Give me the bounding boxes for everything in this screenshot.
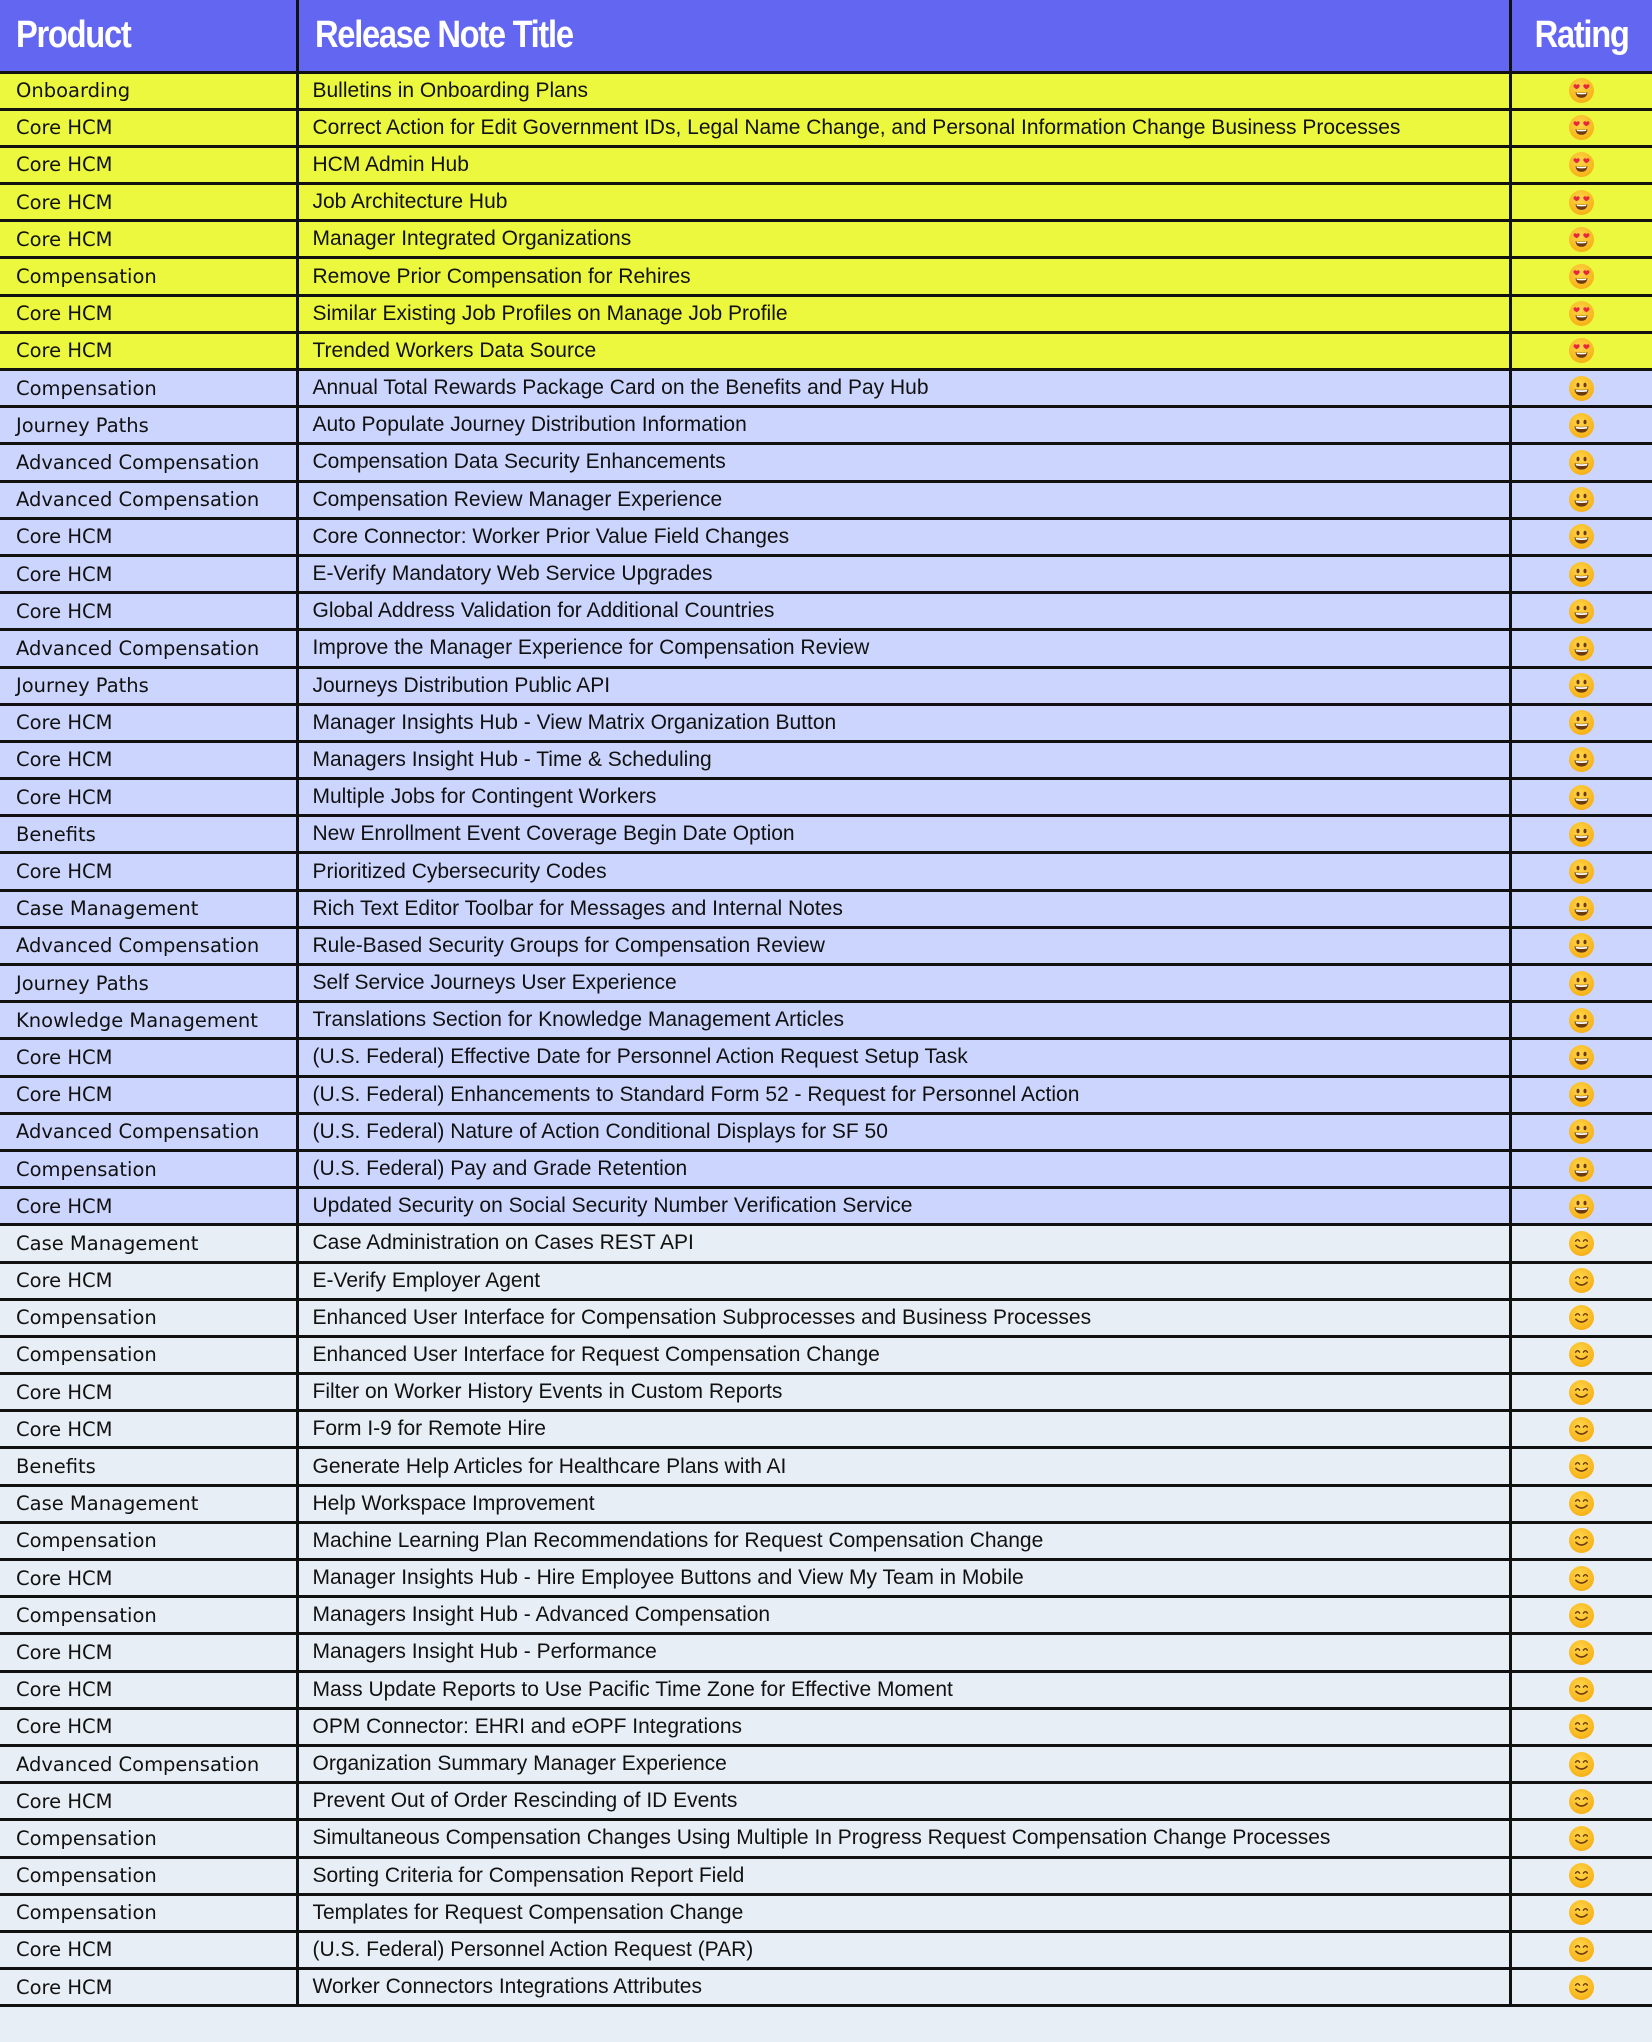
release-note-title-cell: OPM Connector: EHRI and eOPF Integrations: [297, 1708, 1510, 1745]
grinning-face-emoji-icon: [1569, 1194, 1594, 1219]
smiling-face-emoji-icon: [1569, 1417, 1594, 1442]
table-row: [0, 593, 1652, 630]
table-row: [0, 1262, 1652, 1299]
rating-cell: [1510, 853, 1652, 890]
smiling-face-emoji-icon: [1569, 1231, 1594, 1256]
table-row: [0, 1560, 1652, 1597]
release-note-title-cell: Managers Insight Hub - Performance: [297, 1634, 1510, 1671]
table-row: [0, 1448, 1652, 1485]
rating-cell: [1510, 1597, 1652, 1634]
release-note-title-cell: Bulletins in Onboarding Plans: [297, 72, 1510, 109]
table-row: [0, 667, 1652, 704]
rating-cell: [1510, 965, 1652, 1002]
product-cell: Knowledge Management: [0, 1002, 297, 1039]
rating-cell: [1510, 370, 1652, 407]
product-cell: Journey Paths: [0, 667, 297, 704]
product-cell: Compensation: [0, 1820, 297, 1857]
product-cell: Compensation: [0, 1597, 297, 1634]
rating-cell: [1510, 258, 1652, 295]
release-note-title-cell: Managers Insight Hub - Time & Scheduling: [297, 741, 1510, 778]
smiling-face-emoji-icon: [1569, 1863, 1594, 1888]
rating-cell: [1510, 407, 1652, 444]
table-row: [0, 332, 1652, 369]
table-row: [0, 1522, 1652, 1559]
release-note-title-cell: Global Address Validation for Additional Countries: [297, 593, 1510, 630]
table-body: [0, 72, 1652, 2006]
product-cell: Case Management: [0, 890, 297, 927]
table-row: [0, 853, 1652, 890]
release-note-title-cell: Updated Security on Social Security Number Verification Service: [297, 1188, 1510, 1225]
product-cell: Core HCM: [0, 1671, 297, 1708]
product-cell: Core HCM: [0, 555, 297, 592]
grinning-face-emoji-icon: [1569, 487, 1594, 512]
rating-cell: [1510, 1299, 1652, 1336]
grinning-face-emoji-icon: [1569, 450, 1594, 475]
table-row: [0, 1857, 1652, 1894]
product-cell: Core HCM: [0, 593, 297, 630]
grinning-face-emoji-icon: [1569, 933, 1594, 958]
release-note-title-cell: New Enrollment Event Coverage Begin Date Option: [297, 816, 1510, 853]
product-cell: Core HCM: [0, 184, 297, 221]
table-row: [0, 927, 1652, 964]
table-row: [0, 518, 1652, 555]
table-row: [0, 1411, 1652, 1448]
product-cell: Core HCM: [0, 1783, 297, 1820]
release-note-title-cell: Translations Section for Knowledge Management Articles: [297, 1002, 1510, 1039]
heart-eyes-emoji-icon: [1569, 152, 1594, 177]
grinning-face-emoji-icon: [1569, 785, 1594, 810]
rating-cell: [1510, 1671, 1652, 1708]
smiling-face-emoji-icon: [1569, 1268, 1594, 1293]
product-cell: Case Management: [0, 1225, 297, 1262]
table-row: [0, 1931, 1652, 1968]
product-cell: Core HCM: [0, 1634, 297, 1671]
product-cell: Core HCM: [0, 741, 297, 778]
release-note-title-cell: Help Workspace Improvement: [297, 1485, 1510, 1522]
table-row: [0, 444, 1652, 481]
smiling-face-emoji-icon: [1569, 1975, 1594, 2000]
rating-cell: [1510, 1634, 1652, 1671]
column-header-rating[interactable]: [1510, 0, 1652, 72]
table-row: [0, 1002, 1652, 1039]
table-row: [0, 221, 1652, 258]
release-note-title-cell: Journeys Distribution Public API: [297, 667, 1510, 704]
table-row: [0, 555, 1652, 592]
grinning-face-emoji-icon: [1569, 747, 1594, 772]
table-row: [0, 1188, 1652, 1225]
product-cell: Compensation: [0, 370, 297, 407]
rating-cell: [1510, 1969, 1652, 2006]
rating-cell: [1510, 1113, 1652, 1150]
product-cell: Core HCM: [0, 1411, 297, 1448]
heart-eyes-emoji-icon: [1569, 264, 1594, 289]
grinning-face-emoji-icon: [1569, 971, 1594, 996]
release-note-title-cell: (U.S. Federal) Enhancements to Standard Form 52 - Request for Personnel Action: [297, 1076, 1510, 1113]
table-row: [0, 1150, 1652, 1187]
product-cell: Core HCM: [0, 1076, 297, 1113]
rating-cell: [1510, 72, 1652, 109]
heart-eyes-emoji-icon: [1569, 338, 1594, 363]
rating-cell: [1510, 1745, 1652, 1782]
grinning-face-emoji-icon: [1569, 524, 1594, 549]
smiling-face-emoji-icon: [1569, 1566, 1594, 1591]
rating-cell: [1510, 1448, 1652, 1485]
release-note-title-cell: Self Service Journeys User Experience: [297, 965, 1510, 1002]
product-cell: Core HCM: [0, 704, 297, 741]
rating-cell: [1510, 593, 1652, 630]
table-row: [0, 1076, 1652, 1113]
table-row: [0, 816, 1652, 853]
product-cell: Advanced Compensation: [0, 481, 297, 518]
release-note-title-cell: Worker Connectors Integrations Attributes: [297, 1969, 1510, 2006]
release-note-title-cell: Form I-9 for Remote Hire: [297, 1411, 1510, 1448]
grinning-face-emoji-icon: [1569, 1157, 1594, 1182]
release-note-title-cell: Compensation Data Security Enhancements: [297, 444, 1510, 481]
product-cell: Core HCM: [0, 1560, 297, 1597]
smiling-face-emoji-icon: [1569, 1789, 1594, 1814]
release-note-title-cell: Job Architecture Hub: [297, 184, 1510, 221]
product-cell: Compensation: [0, 1150, 297, 1187]
grinning-face-emoji-icon: [1569, 859, 1594, 884]
smiling-face-emoji-icon: [1569, 1640, 1594, 1665]
grinning-face-emoji-icon: [1569, 599, 1594, 624]
rating-cell: [1510, 1708, 1652, 1745]
rating-cell: [1510, 816, 1652, 853]
table-row: [0, 1113, 1652, 1150]
rating-cell: [1510, 1522, 1652, 1559]
release-note-title-cell: Multiple Jobs for Contingent Workers: [297, 779, 1510, 816]
product-cell: Compensation: [0, 1894, 297, 1931]
release-note-title-cell: Organization Summary Manager Experience: [297, 1745, 1510, 1782]
product-cell: Core HCM: [0, 779, 297, 816]
heart-eyes-emoji-icon: [1569, 115, 1594, 140]
rating-cell: [1510, 295, 1652, 332]
release-note-title-cell: Annual Total Rewards Package Card on the Benefits and Pay Hub: [297, 370, 1510, 407]
smiling-face-emoji-icon: [1569, 1454, 1594, 1479]
rating-cell: [1510, 332, 1652, 369]
release-note-title-cell: Auto Populate Journey Distribution Information: [297, 407, 1510, 444]
product-cell: Compensation: [0, 1857, 297, 1894]
product-cell: Core HCM: [0, 1931, 297, 1968]
product-cell: Core HCM: [0, 853, 297, 890]
table-row: [0, 1336, 1652, 1373]
release-note-title-cell: Rule-Based Security Groups for Compensation Review: [297, 927, 1510, 964]
table-row: [0, 1225, 1652, 1262]
smiling-face-emoji-icon: [1569, 1380, 1594, 1405]
smiling-face-emoji-icon: [1569, 1752, 1594, 1777]
grinning-face-emoji-icon: [1569, 1045, 1594, 1070]
product-cell: Compensation: [0, 1336, 297, 1373]
smiling-face-emoji-icon: [1569, 1342, 1594, 1367]
rating-cell: [1510, 1560, 1652, 1597]
product-cell: Core HCM: [0, 1039, 297, 1076]
grinning-face-emoji-icon: [1569, 413, 1594, 438]
release-note-title-cell: Manager Insights Hub - Hire Employee Buttons and View My Team in Mobile: [297, 1560, 1510, 1597]
product-cell: Compensation: [0, 1522, 297, 1559]
rating-cell: [1510, 555, 1652, 592]
table-row: [0, 741, 1652, 778]
table-row: [0, 1039, 1652, 1076]
table-row: [0, 1820, 1652, 1857]
release-note-title-cell: E-Verify Mandatory Web Service Upgrades: [297, 555, 1510, 592]
grinning-face-emoji-icon: [1569, 1082, 1594, 1107]
table-row: [0, 1597, 1652, 1634]
table-row: [0, 258, 1652, 295]
product-cell: Advanced Compensation: [0, 630, 297, 667]
table-row: [0, 1745, 1652, 1782]
rating-cell: [1510, 184, 1652, 221]
table-row: [0, 481, 1652, 518]
column-header-product[interactable]: [0, 0, 297, 72]
grinning-face-emoji-icon: [1569, 896, 1594, 921]
rating-cell: [1510, 1374, 1652, 1411]
product-cell: Core HCM: [0, 518, 297, 555]
table-row: [0, 704, 1652, 741]
rating-cell: [1510, 1820, 1652, 1857]
release-note-title-cell: Simultaneous Compensation Changes Using Multiple In Progress Request Compensation Change Processes: [297, 1820, 1510, 1857]
grinning-face-emoji-icon: [1569, 1008, 1594, 1033]
release-note-title-cell: E-Verify Employer Agent: [297, 1262, 1510, 1299]
rating-cell: [1510, 667, 1652, 704]
table-row: [0, 407, 1652, 444]
table-row: [0, 1374, 1652, 1411]
table-row: [0, 890, 1652, 927]
table-row: [0, 1969, 1652, 2006]
table-row: [0, 1299, 1652, 1336]
product-cell: Advanced Compensation: [0, 1745, 297, 1782]
product-cell: Advanced Compensation: [0, 444, 297, 481]
table-row: [0, 72, 1652, 109]
rating-cell: [1510, 518, 1652, 555]
release-note-title-cell: Remove Prior Compensation for Rehires: [297, 258, 1510, 295]
product-cell: Core HCM: [0, 1262, 297, 1299]
product-cell: Core HCM: [0, 146, 297, 183]
rating-cell: [1510, 1336, 1652, 1373]
grinning-face-emoji-icon: [1569, 562, 1594, 587]
release-note-title-cell: Improve the Manager Experience for Compensation Review: [297, 630, 1510, 667]
column-header-title[interactable]: [297, 0, 1510, 72]
rating-cell: [1510, 221, 1652, 258]
table-row: [0, 630, 1652, 667]
rating-cell: [1510, 630, 1652, 667]
smiling-face-emoji-icon: [1569, 1826, 1594, 1851]
product-cell: Journey Paths: [0, 407, 297, 444]
release-note-title-cell: Sorting Criteria for Compensation Report Field: [297, 1857, 1510, 1894]
rating-cell: [1510, 1262, 1652, 1299]
smiling-face-emoji-icon: [1569, 1528, 1594, 1553]
rating-cell: [1510, 890, 1652, 927]
release-note-title-cell: Enhanced User Interface for Compensation Subprocesses and Business Processes: [297, 1299, 1510, 1336]
product-cell: Core HCM: [0, 332, 297, 369]
rating-cell: [1510, 1894, 1652, 1931]
product-cell: Compensation: [0, 258, 297, 295]
rating-cell: [1510, 1225, 1652, 1262]
product-cell: Benefits: [0, 1448, 297, 1485]
grinning-face-emoji-icon: [1569, 636, 1594, 661]
rating-cell: [1510, 1188, 1652, 1225]
product-cell: Core HCM: [0, 109, 297, 146]
rating-cell: [1510, 481, 1652, 518]
product-cell: Core HCM: [0, 1969, 297, 2006]
release-note-title-cell: HCM Admin Hub: [297, 146, 1510, 183]
rating-cell: [1510, 1931, 1652, 1968]
smiling-face-emoji-icon: [1569, 1677, 1594, 1702]
rating-cell: [1510, 1857, 1652, 1894]
release-note-title-cell: Prevent Out of Order Rescinding of ID Events: [297, 1783, 1510, 1820]
product-cell: Core HCM: [0, 1708, 297, 1745]
rating-cell: [1510, 1485, 1652, 1522]
product-cell: Benefits: [0, 816, 297, 853]
table-row: [0, 370, 1652, 407]
column-header-title-label: Release Note Title: [314, 13, 573, 56]
heart-eyes-emoji-icon: [1569, 227, 1594, 252]
release-note-title-cell: Rich Text Editor Toolbar for Messages and Internal Notes: [297, 890, 1510, 927]
product-cell: Core HCM: [0, 295, 297, 332]
smiling-face-emoji-icon: [1569, 1714, 1594, 1739]
table-row: [0, 1485, 1652, 1522]
grinning-face-emoji-icon: [1569, 673, 1594, 698]
release-note-title-cell: (U.S. Federal) Effective Date for Personnel Action Request Setup Task: [297, 1039, 1510, 1076]
rating-cell: [1510, 1150, 1652, 1187]
rating-cell: [1510, 741, 1652, 778]
table-row: [0, 146, 1652, 183]
rating-cell: [1510, 1076, 1652, 1113]
rating-cell: [1510, 146, 1652, 183]
table-row: [0, 1671, 1652, 1708]
release-note-title-cell: Case Administration on Cases REST API: [297, 1225, 1510, 1262]
table-row: [0, 109, 1652, 146]
heart-eyes-emoji-icon: [1569, 190, 1594, 215]
table-header: [0, 0, 1652, 72]
release-note-title-cell: Similar Existing Job Profiles on Manage Job Profile: [297, 295, 1510, 332]
release-note-title-cell: Core Connector: Worker Prior Value Field Changes: [297, 518, 1510, 555]
grinning-face-emoji-icon: [1569, 376, 1594, 401]
rating-cell: [1510, 1039, 1652, 1076]
smiling-face-emoji-icon: [1569, 1937, 1594, 1962]
release-note-title-cell: Manager Insights Hub - View Matrix Organization Button: [297, 704, 1510, 741]
header-row: [0, 0, 1652, 72]
product-cell: Core HCM: [0, 1374, 297, 1411]
smiling-face-emoji-icon: [1569, 1491, 1594, 1516]
product-cell: Journey Paths: [0, 965, 297, 1002]
release-note-title-cell: Enhanced User Interface for Request Compensation Change: [297, 1336, 1510, 1373]
rating-cell: [1510, 109, 1652, 146]
table-row: [0, 1894, 1652, 1931]
column-header-rating-label: Rating: [1534, 13, 1629, 56]
product-cell: Compensation: [0, 1299, 297, 1336]
rating-cell: [1510, 444, 1652, 481]
release-note-title-cell: (U.S. Federal) Personnel Action Request (PAR): [297, 1931, 1510, 1968]
release-note-title-cell: Manager Integrated Organizations: [297, 221, 1510, 258]
rating-cell: [1510, 1783, 1652, 1820]
release-note-title-cell: Machine Learning Plan Recommendations for Request Compensation Change: [297, 1522, 1510, 1559]
release-note-title-cell: Trended Workers Data Source: [297, 332, 1510, 369]
release-note-title-cell: (U.S. Federal) Nature of Action Conditional Displays for SF 50: [297, 1113, 1510, 1150]
rating-cell: [1510, 779, 1652, 816]
release-note-title-cell: Generate Help Articles for Healthcare Plans with AI: [297, 1448, 1510, 1485]
table-row: [0, 1783, 1652, 1820]
table-row: [0, 184, 1652, 221]
table-row: [0, 295, 1652, 332]
table-row: [0, 1634, 1652, 1671]
release-note-title-cell: Compensation Review Manager Experience: [297, 481, 1510, 518]
table-row: [0, 1708, 1652, 1745]
table-row: [0, 779, 1652, 816]
smiling-face-emoji-icon: [1569, 1305, 1594, 1330]
smiling-face-emoji-icon: [1569, 1603, 1594, 1628]
smiling-face-emoji-icon: [1569, 1900, 1594, 1925]
product-cell: Advanced Compensation: [0, 927, 297, 964]
heart-eyes-emoji-icon: [1569, 301, 1594, 326]
product-cell: Case Management: [0, 1485, 297, 1522]
release-note-title-cell: Correct Action for Edit Government IDs, Legal Name Change, and Personal Information Change Business Processes: [297, 109, 1510, 146]
table-row: [0, 965, 1652, 1002]
column-header-product-label: Product: [16, 13, 131, 56]
heart-eyes-emoji-icon: [1569, 78, 1594, 103]
release-note-title-cell: Managers Insight Hub - Advanced Compensation: [297, 1597, 1510, 1634]
rating-cell: [1510, 927, 1652, 964]
release-note-title-cell: Filter on Worker History Events in Custom Reports: [297, 1374, 1510, 1411]
release-note-title-cell: Templates for Request Compensation Change: [297, 1894, 1510, 1931]
grinning-face-emoji-icon: [1569, 710, 1594, 735]
rating-cell: [1510, 1002, 1652, 1039]
product-cell: Core HCM: [0, 221, 297, 258]
grinning-face-emoji-icon: [1569, 1119, 1594, 1144]
rating-cell: [1510, 1411, 1652, 1448]
release-note-title-cell: Prioritized Cybersecurity Codes: [297, 853, 1510, 890]
product-cell: Core HCM: [0, 1188, 297, 1225]
product-cell: Onboarding: [0, 72, 297, 109]
product-cell: Advanced Compensation: [0, 1113, 297, 1150]
rating-cell: [1510, 704, 1652, 741]
release-note-title-cell: Mass Update Reports to Use Pacific Time Zone for Effective Moment: [297, 1671, 1510, 1708]
release-note-title-cell: (U.S. Federal) Pay and Grade Retention: [297, 1150, 1510, 1187]
grinning-face-emoji-icon: [1569, 822, 1594, 847]
